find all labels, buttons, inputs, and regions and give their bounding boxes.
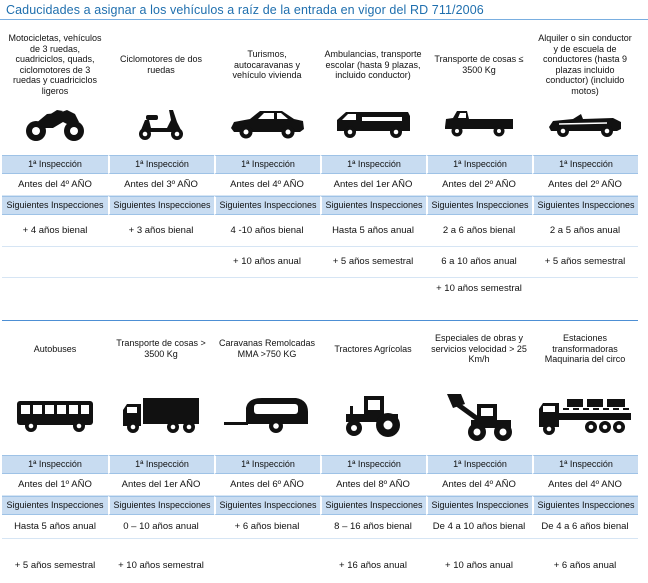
inspection-period [108, 278, 214, 300]
label-next-inspections: Siguientes Inspecciones [426, 196, 532, 215]
inspection-period: 4 -10 años bienal [214, 215, 320, 247]
inspection-period: 2 a 6 años bienal [426, 215, 532, 247]
section-a-period-1-row [2, 215, 638, 247]
section-b-next-inspections-row [2, 496, 638, 515]
first-inspection-deadline: Antes del 6º AÑO [214, 474, 320, 496]
ambulance-icon [320, 93, 426, 155]
inspection-period: + 5 años semestral [320, 247, 426, 278]
section-a-first-inspection-row [2, 155, 638, 174]
pickup-icon [426, 93, 532, 155]
inspection-period: De 4 a 6 años bienal [532, 515, 638, 539]
label-next-inspections: Siguientes Inspecciones [320, 196, 426, 215]
header-circus-machinery: Estaciones transformadoras Maquinaria del circo [544, 333, 626, 365]
label-first-inspection: 1ª Inspección [320, 155, 426, 174]
truck-icon [108, 377, 214, 455]
header-mopeds: Ciclomotores de dos ruedas [119, 54, 203, 75]
section-a-period-3-row [2, 278, 638, 300]
header-cars: Turismos, autocaravanas y vehículo vivienda [232, 48, 302, 81]
inspection-period: Hasta 5 años anual [320, 215, 426, 247]
header-rental: Alquiler o sin conductor y de escuela de conductores (hasta 9 plazas incluido conductor) (incluido motos) [538, 33, 632, 97]
sedan-icon [214, 93, 320, 155]
label-next-inspections: Siguientes Inspecciones [426, 496, 532, 515]
header-motorcycles: Motocicletas, vehículos de 3 ruedas, cuadriciclos, quads, ciclomotores de 3 ruedas y cuadriciclos ligeros [8, 33, 102, 97]
first-inspection-deadline: Antes del 2º AÑO [426, 174, 532, 196]
section-b-period-1-row [2, 515, 638, 539]
label-first-inspection: 1ª Inspección [532, 155, 638, 174]
inspection-period [532, 278, 638, 300]
label-first-inspection: 1ª Inspección [426, 155, 532, 174]
inspection-period: + 16 años anual [339, 560, 407, 572]
inspection-period: + 10 años anual [445, 560, 513, 572]
section-a-icons [2, 93, 638, 155]
inspection-period: + 6 años bienal [214, 515, 320, 539]
label-next-inspections: Siguientes Inspecciones [108, 496, 214, 515]
inspection-period: 8 – 16 años bienal [320, 515, 426, 539]
header-tractors: Tractores Agrícolas [334, 343, 412, 354]
section-a-period-2-row [2, 247, 638, 278]
section-b-headers [2, 321, 638, 377]
label-next-inspections: Siguientes Inspecciones [532, 496, 638, 515]
section-b [2, 320, 638, 578]
label-first-inspection: 1ª Inspección [2, 155, 108, 174]
inspection-period: 0 – 10 años anual [108, 515, 214, 539]
tractor-icon [320, 377, 426, 455]
label-next-inspections: Siguientes Inspecciones [2, 496, 108, 515]
header-ambulances: Ambulancias, transporte escolar (hasta 9 plazas, incluido conductor) [324, 48, 422, 81]
first-inspection-deadline: Antes del 3º AÑO [108, 174, 214, 196]
label-next-inspections: Siguientes Inspecciones [2, 196, 108, 215]
first-inspection-deadline: Antes del 1º AÑO [2, 474, 108, 496]
inspection-period [214, 554, 320, 578]
inspection-period [108, 247, 214, 278]
title-rule [0, 19, 648, 20]
section-a-next-inspections-row [2, 196, 638, 215]
bus-icon [2, 377, 108, 455]
first-inspection-deadline: Antes del 2º AÑO [532, 174, 638, 196]
scooter-icon [108, 93, 214, 155]
inspection-period: + 10 años semestral [118, 560, 204, 572]
inspection-period [2, 278, 108, 300]
caravan-icon [214, 377, 320, 455]
header-heavy-goods: Transporte de cosas > 3500 Kg [116, 338, 206, 359]
motorcycle-icon [2, 93, 108, 155]
label-first-inspection: 1ª Inspección [426, 455, 532, 474]
inspection-period: 2 a 5 años anual [532, 215, 638, 247]
header-special-works: Especiales de obras y servicios velocidad > 25 Km/h [431, 333, 527, 365]
first-inspection-deadline: Antes del 1er AÑO [108, 474, 214, 496]
label-next-inspections: Siguientes Inspecciones [108, 196, 214, 215]
inspection-period: + 3 años bienal [108, 215, 214, 247]
first-inspection-deadline: Antes del 4º AÑO [2, 174, 108, 196]
label-first-inspection: 1ª Inspección [320, 455, 426, 474]
label-first-inspection: 1ª Inspección [2, 455, 108, 474]
label-next-inspections: Siguientes Inspecciones [320, 496, 426, 515]
inspection-period: + 10 años semestral [436, 283, 522, 295]
label-next-inspections: Siguientes Inspecciones [214, 196, 320, 215]
first-inspection-deadline: Antes del 4º AÑO [214, 174, 320, 196]
label-next-inspections: Siguientes Inspecciones [214, 496, 320, 515]
label-first-inspection: 1ª Inspección [214, 455, 320, 474]
header-light-goods: Transporte de cosas ≤ 3500 Kg [434, 54, 524, 75]
header-caravans: Caravanas Remolcadas MMA >750 KG [218, 338, 316, 359]
page-title: Caducidades a asignar a los vehículos a raíz de la entrada en vigor del RD 711/2006 [6, 3, 484, 17]
inspection-period: + 5 años semestral [14, 560, 96, 572]
section-b-icons [2, 377, 638, 455]
label-first-inspection: 1ª Inspección [108, 455, 214, 474]
section-b-first-inspection-row [2, 455, 638, 474]
first-inspection-deadline: Antes del 4º ANO [532, 474, 638, 496]
first-inspection-deadline: Antes del 8º AÑO [320, 474, 426, 496]
section-a-first-inspection-when-row [2, 174, 638, 196]
label-first-inspection: 1ª Inspección [532, 455, 638, 474]
first-inspection-deadline: Antes del 4º AÑO [426, 474, 532, 496]
inspection-period: De 4 a 10 años bienal [426, 515, 532, 539]
section-b-period-2-row [2, 554, 638, 578]
inspection-period [2, 247, 108, 278]
convertible-icon [532, 93, 638, 155]
inspection-period [214, 278, 320, 300]
inspection-period: 6 a 10 años anual [426, 247, 532, 278]
inspection-period [320, 278, 426, 300]
inspection-period: Hasta 5 años anual [2, 515, 108, 539]
section-a-headers [2, 33, 638, 97]
label-first-inspection: 1ª Inspección [108, 155, 214, 174]
inspection-period: + 4 años bienal [2, 215, 108, 247]
inspection-period: + 10 años anual [214, 247, 320, 278]
first-inspection-deadline: Antes del 1er AÑO [320, 174, 426, 196]
section-a [2, 33, 638, 300]
inspection-period: + 5 años semestral [532, 247, 638, 278]
loader-icon [426, 377, 532, 455]
label-next-inspections: Siguientes Inspecciones [532, 196, 638, 215]
label-first-inspection: 1ª Inspección [214, 155, 320, 174]
header-buses: Autobuses [33, 343, 77, 354]
flatbed-icon [532, 377, 638, 455]
inspection-period: + 6 años anual [553, 560, 617, 572]
section-b-first-inspection-when-row [2, 474, 638, 496]
